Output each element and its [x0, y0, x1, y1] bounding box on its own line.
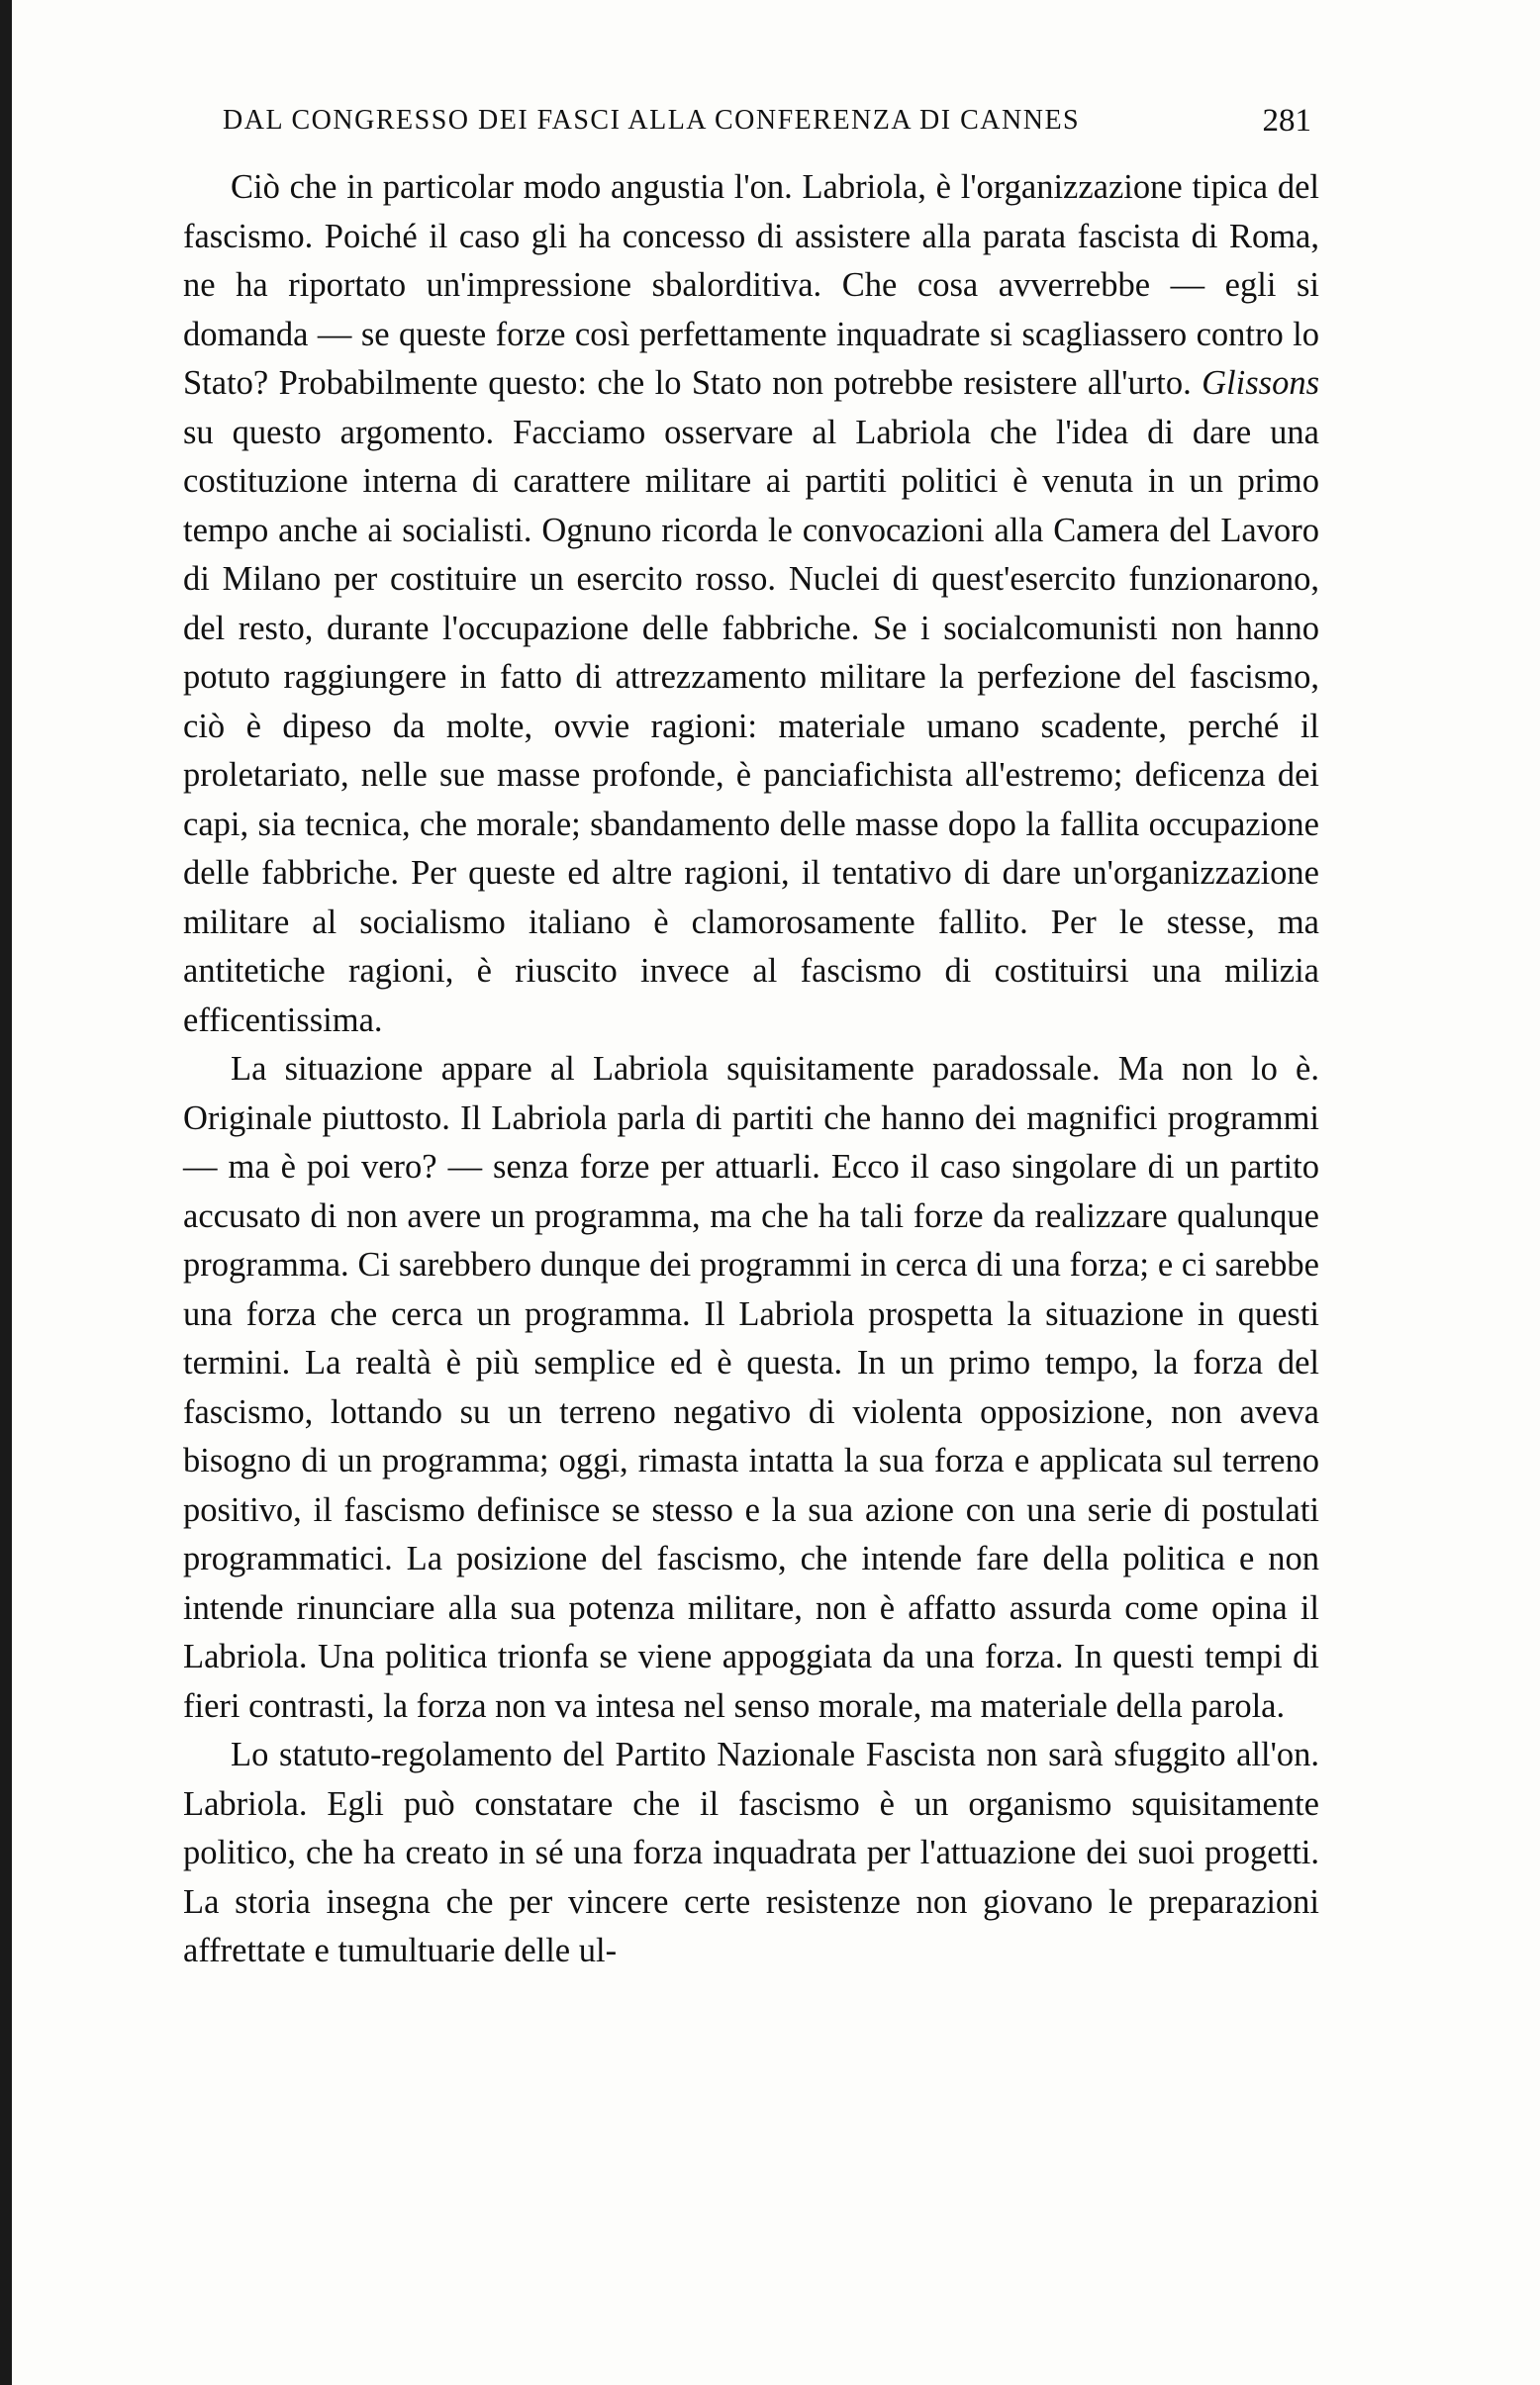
running-head	[223, 97, 1311, 144]
paragraph-2: La situazione appare al Labriola squisitamente paradossale. Ma non lo è. Originale piuttosto. Il Labriola parla di partiti che hanno dei magnifici programmi — ma è poi vero? — senza forze per attuarli. Ecco il caso singolare di un partito accusato di non avere un programma, ma che ha tali forze da realizzare qualunque programma. Ci sarebbero dunque dei programmi in cerca di una forza; e ci sarebbe una forza che cerca un programma. Il Labriola prospetta la situazione in questi termini. La realtà è più semplice ed è questa. In un primo tempo, la forza del fascismo, lottando su un terreno negativo di violenta opposizione, non aveva bisogno di un programma; oggi, rimasta intatta la sua forza e applicata sul terreno positivo, il fascismo definisce se stesso e la sua azione con una serie di postulati programmatici. La posizione del fascismo, che intende fare della politica e non intende rinunciare alla sua potenza militare, non è affatto assurda come opina il Labriola. Una politica trionfa se viene appoggiata da una forza. In questi tempi di fieri contrasti, la forza non va intesa nel senso morale, ma materiale della parola.	[183, 1050, 1319, 1725]
page-edge-shadow	[0, 0, 12, 2385]
page-number: 281	[1262, 103, 1311, 139]
paragraph-3: Lo statuto-regolamento del Partito Nazionale Fascista non sarà sfuggito all'on. Labriola. Egli può constatare che il fascismo è un organismo squisitamente politico, che ha creato in sé una forza inquadrata per l'attuazione dei suoi progetti. La storia insegna che per vincere certe resistenze non giovano le preparazioni affrettate e tumultuarie delle ul-	[183, 1736, 1319, 1969]
running-title: DAL CONGRESSO DEI FASCI ALLA CONFERENZA DI CANNES	[223, 105, 1081, 136]
paragraph-1-part-1: Ciò che in particolar modo angustia l'on. Labriola, è l'organizzazione tipica del fascismo. Poiché il caso gli ha concesso di assistere alla parata fascista di Roma, ne ha riportato un'impressione sbalorditiva. Che cosa avverrebbe — egli si domanda — se queste forze così perfettamente inquadrate si scagliassero contro lo Stato? Probabilmente questo: che lo Stato non potrebbe resistere all'urto.	[183, 168, 1319, 402]
italic-word: Glissons	[1202, 364, 1320, 402]
paragraph-1-part-2: su questo argomento. Facciamo osservare al Labriola che l'idea di dare una costituzione interna di carattere militare ai partiti politici è venuta in un primo tempo anche ai socialisti. Ognuno ricorda le convocazioni alla Camera del Lavoro di Milano per costituire un esercito rosso. Nuclei di quest'esercito funzionarono, del resto, durante l'occupazione delle fabbriche. Se i socialcomunisti non hanno potuto raggiungere in fatto di attrezzamento militare la perfezione del fascismo, ciò è dipeso da molte, ovvie ragioni: materiale umano scadente, perché il proletariato, nelle sue masse profonde, è panciafichista all'estremo; deficenza dei capi, sia tecnica, che morale; sbandamento delle masse dopo la fallita occupazione delle fabbriche. Per queste ed altre ragioni, il tentativo di dare un'organizzazione militare al socialismo italiano è clamorosamente fallito. Per le stesse, ma antitetiche ragioni, è riuscito invece al fascismo di costituirsi una milizia efficentissima.	[183, 413, 1319, 1039]
body-text	[183, 163, 1319, 1976]
paragraph-1	[183, 163, 1319, 1045]
